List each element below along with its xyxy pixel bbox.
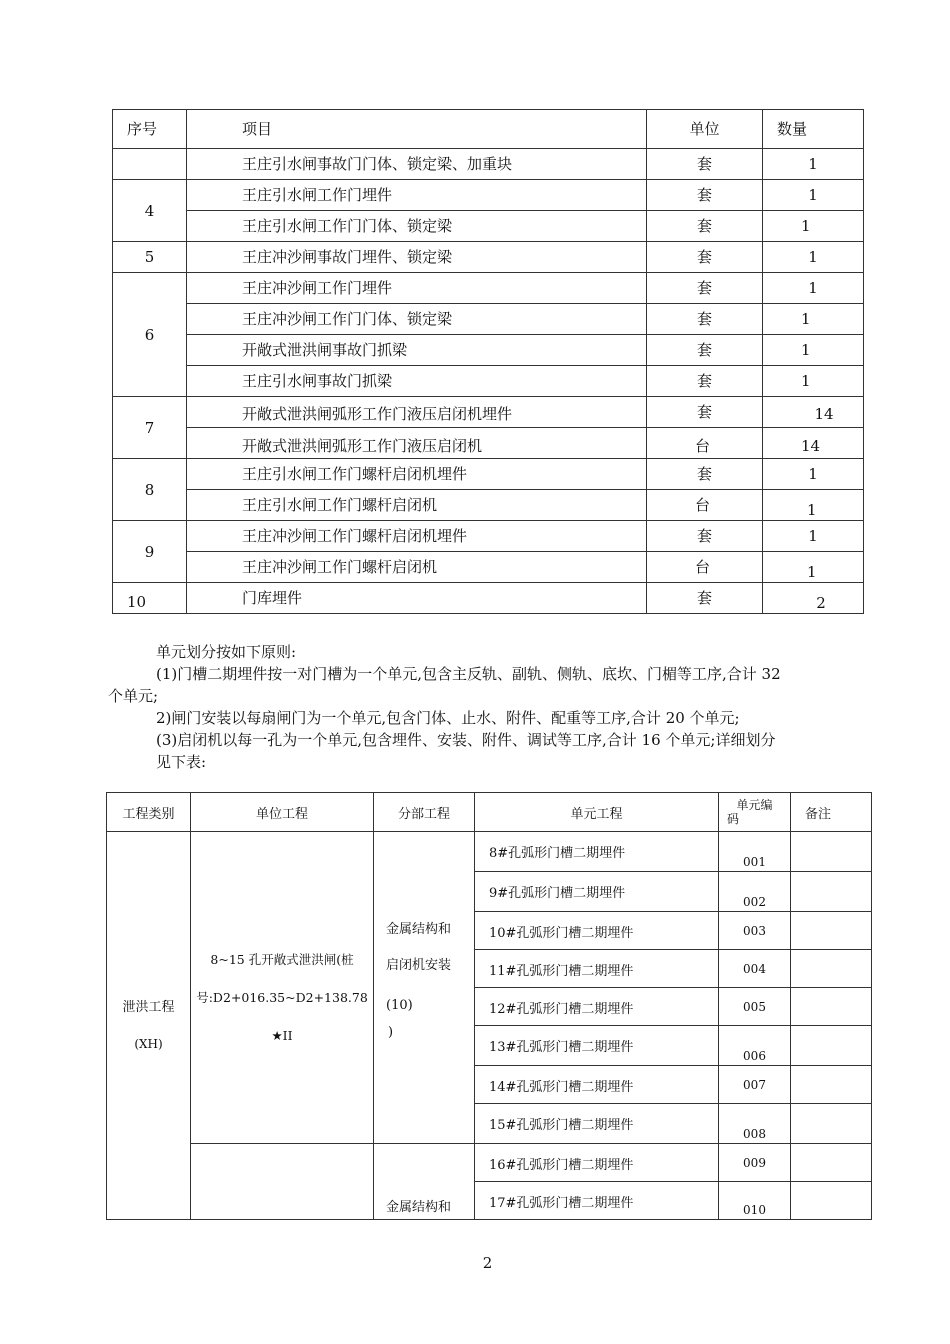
qty-cell: 1: [763, 366, 864, 397]
sub-project2-line1: 金属结构和: [386, 1200, 452, 1215]
cell-code: 007: [719, 1066, 791, 1104]
unit-cell: 套: [647, 211, 763, 242]
note-cell: [791, 1104, 872, 1144]
sub-project-line2: 启闭机安装: [386, 958, 452, 973]
unit-cell: 套: [647, 583, 763, 614]
table-header-row: [113, 110, 864, 149]
cell-project: 10#孔弧形门槽二期埋件: [475, 912, 719, 950]
table-row: [113, 490, 864, 521]
unit-project-cell-2: [191, 1144, 374, 1220]
unit-cell: 套: [647, 180, 763, 211]
unit-cell: 套: [647, 366, 763, 397]
table-row: [113, 304, 864, 335]
cell-code: 004: [719, 950, 791, 988]
item-cell: 王庄冲沙闸工作门门体、锁定梁: [187, 304, 647, 335]
table-row: [113, 583, 864, 614]
header-sub-project: 分部工程: [374, 793, 475, 832]
item-cell: 开敞式泄洪闸弧形工作门液压启闭机埋件: [187, 397, 647, 428]
item-cell: 王庄冲沙闸工作门埋件: [187, 273, 647, 304]
principle-1-line1: (1)门槽二期埋件按一对门槽为一个单元,包含主反轨、副轨、侧轨、底坎、门楣等工序,合计 32: [156, 665, 781, 683]
principle-3-line2: 见下表:: [156, 753, 207, 771]
table-row: [113, 397, 864, 428]
qty-cell: 1: [763, 335, 864, 366]
qty-cell: 1: [763, 459, 864, 490]
sub-project-line4: ): [388, 1025, 394, 1040]
page-number: 2: [482, 1254, 493, 1272]
qty-cell: 1: [763, 273, 864, 304]
seq-cell: 8: [113, 459, 187, 521]
item-cell: 王庄冲沙闸事故门埋件、锁定梁: [187, 242, 647, 273]
cell-code: 001: [719, 832, 791, 872]
qty-cell: 1: [763, 304, 864, 335]
unit-cell: 套: [647, 273, 763, 304]
header-unit: 单位: [647, 110, 763, 149]
seq-cell: 10: [113, 583, 187, 614]
note-cell: [791, 1066, 872, 1104]
cell-code: 008: [719, 1104, 791, 1144]
item-cell: 王庄引水闸事故门抓梁: [187, 366, 647, 397]
division-principles: [108, 641, 868, 773]
cell-project: 8#孔弧形门槽二期埋件: [475, 832, 719, 872]
note-cell: [791, 950, 872, 988]
category-code: (XH): [134, 1036, 163, 1051]
cell-code: 003: [719, 912, 791, 950]
header-cell-project: 单元工程: [475, 793, 719, 832]
unit-cell: 套: [647, 521, 763, 552]
header-code: [719, 793, 791, 832]
item-cell: 开敞式泄洪闸弧形工作门液压启闭机: [187, 428, 647, 459]
qty-cell: 1: [763, 211, 864, 242]
sub-project-cell-2: [374, 1144, 475, 1220]
qty-cell: 14: [763, 428, 864, 459]
item-cell: 王庄引水闸事故门门体、锁定梁、加重块: [187, 149, 647, 180]
cell-code: 005: [719, 988, 791, 1026]
header-code-b: 码: [727, 812, 740, 826]
qty-cell: 1: [763, 149, 864, 180]
cell-project: 12#孔弧形门槽二期埋件: [475, 988, 719, 1026]
table-row: [113, 180, 864, 211]
seq-cell: 9: [113, 521, 187, 583]
table-row: [113, 273, 864, 304]
unit-project-line2: 号:D2+016.35~D2+138.78: [196, 989, 368, 1005]
note-cell: [791, 912, 872, 950]
seq-cell: [113, 149, 187, 180]
header-item: 项目: [187, 110, 647, 149]
cell-project: 13#孔弧形门槽二期埋件: [475, 1026, 719, 1066]
seq-cell: 7: [113, 397, 187, 459]
unit-cell: 套: [647, 304, 763, 335]
qty-cell: 1: [763, 490, 864, 521]
unit-cell: 套: [647, 149, 763, 180]
seq-cell: 6: [113, 273, 187, 397]
table-header-row: [107, 793, 872, 832]
item-cell: 王庄引水闸工作门螺杆启闭机埋件: [187, 459, 647, 490]
header-category: 工程类别: [107, 793, 191, 832]
qty-cell: 1: [763, 552, 864, 583]
item-cell: 门库埋件: [187, 583, 647, 614]
item-cell: 王庄引水闸工作门门体、锁定梁: [187, 211, 647, 242]
table-row: [113, 459, 864, 490]
unit-project-cell: [191, 832, 374, 1144]
cell-code: 006: [719, 1026, 791, 1066]
unit-cell: 台: [647, 490, 763, 521]
qty-cell: 14: [763, 397, 864, 428]
unit-division-table: [106, 792, 872, 1220]
qty-cell: 1: [763, 521, 864, 552]
item-cell: 开敞式泄洪闸事故门抓梁: [187, 335, 647, 366]
item-cell: 王庄引水闸工作门埋件: [187, 180, 647, 211]
cell-code: 010: [719, 1182, 791, 1220]
table-row: [113, 242, 864, 273]
principles-intro: 单元划分按如下原则:: [156, 643, 297, 661]
principle-3-line1: (3)启闭机以每一孔为一个单元,包含埋件、安装、附件、调试等工序,合计 16 个单元;详细划分: [156, 731, 776, 749]
item-cell: 王庄冲沙闸工作门螺杆启闭机: [187, 552, 647, 583]
cell-code: 009: [719, 1144, 791, 1182]
cell-project: 17#孔弧形门槽二期埋件: [475, 1182, 719, 1220]
item-cell: 王庄冲沙闸工作门螺杆启闭机埋件: [187, 521, 647, 552]
note-cell: [791, 832, 872, 872]
table-row: [113, 521, 864, 552]
unit-cell: 套: [647, 459, 763, 490]
note-cell: [791, 872, 872, 912]
category-cell: [107, 832, 191, 1220]
unit-project-line3: ★II: [271, 1027, 293, 1043]
cell-code: 002: [719, 872, 791, 912]
header-note: 备注: [791, 793, 872, 832]
principle-2: 2)闸门安装以每扇闸门为一个单元,包含门体、止水、附件、配重等工序,合计 20 个单元;: [156, 709, 740, 727]
unit-cell: 套: [647, 397, 763, 428]
item-cell: 王庄引水闸工作门螺杆启闭机: [187, 490, 647, 521]
qty-cell: 1: [763, 242, 864, 273]
category-name: 泄洪工程: [122, 999, 175, 1015]
unit-project-line1: 8~15 孔开敞式泄洪闸(桩: [210, 951, 354, 967]
cell-project: 14#孔弧形门槽二期埋件: [475, 1066, 719, 1104]
table-row: [113, 428, 864, 459]
cell-project: 15#孔弧形门槽二期埋件: [475, 1104, 719, 1144]
sub-project-cell: [374, 832, 475, 1144]
equipment-table: [112, 109, 864, 614]
qty-cell: 1: [763, 180, 864, 211]
note-cell: [791, 1026, 872, 1066]
table-row: [113, 335, 864, 366]
note-cell: [791, 1144, 872, 1182]
sub-project-line1: 金属结构和: [386, 922, 452, 937]
sub-project-line3: (10): [386, 998, 413, 1013]
cell-project: 9#孔弧形门槽二期埋件: [475, 872, 719, 912]
table-row: [107, 1144, 872, 1182]
seq-cell: 5: [113, 242, 187, 273]
table-row: [113, 366, 864, 397]
header-qty: 数量: [763, 110, 864, 149]
seq-cell: 4: [113, 180, 187, 242]
table-row: [113, 149, 864, 180]
unit-cell: 套: [647, 242, 763, 273]
table-row: [113, 211, 864, 242]
unit-cell: 台: [647, 428, 763, 459]
unit-cell: 套: [647, 335, 763, 366]
header-seq: 序号: [113, 110, 187, 149]
note-cell: [791, 1182, 872, 1220]
cell-project: 16#孔弧形门槽二期埋件: [475, 1144, 719, 1182]
table-row: [107, 832, 872, 872]
qty-cell: 2: [763, 583, 864, 614]
header-code-a: 单元编: [736, 798, 773, 812]
table-row: [113, 552, 864, 583]
unit-cell: 台: [647, 552, 763, 583]
note-cell: [791, 988, 872, 1026]
header-unit-project: 单位工程: [191, 793, 374, 832]
cell-project: 11#孔弧形门槽二期埋件: [475, 950, 719, 988]
principle-1-line2: 个单元;: [108, 687, 159, 705]
